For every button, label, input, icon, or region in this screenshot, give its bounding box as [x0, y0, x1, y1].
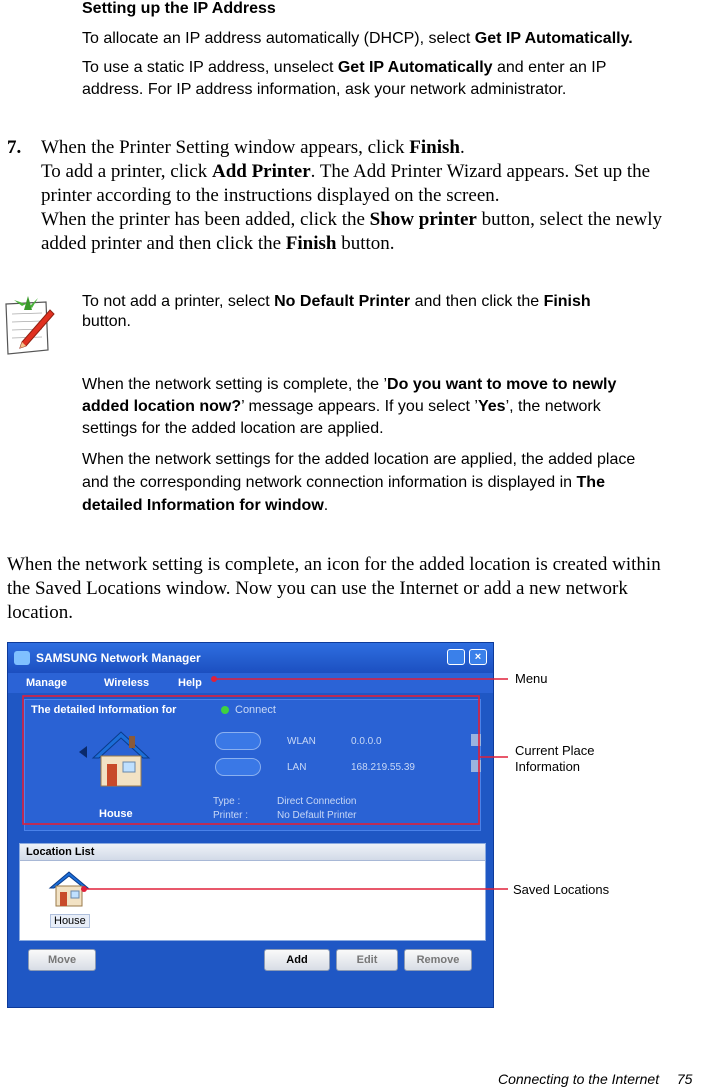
type-value: Direct Connection — [277, 796, 357, 807]
add-button[interactable]: Add — [264, 949, 330, 971]
page-number: 75 — [676, 1071, 693, 1087]
ip-auto-text: To allocate an IP address automatically (DHCP), select Get IP Automatically. — [82, 30, 633, 47]
remove-button[interactable]: Remove — [404, 949, 472, 971]
footer-section-title: Connecting to the Internet — [498, 1071, 660, 1087]
callout-menu-label: Menu — [515, 671, 548, 686]
callout-current-place-label: Current Place Information — [515, 743, 595, 774]
printer-label: Printer : — [213, 810, 249, 821]
connect-label: Connect — [235, 704, 276, 716]
note-no-printer: To not add a printer, select No Default Printer and then click the Finish button. — [82, 293, 591, 330]
edit-button[interactable]: Edit — [336, 949, 398, 971]
menu-callout-dot — [211, 676, 217, 682]
menu-wireless[interactable]: Wireless — [104, 677, 150, 689]
location-list-label: Location List — [26, 846, 95, 858]
place-name: House — [99, 808, 133, 820]
ip-section-heading: Setting up the IP Address — [82, 0, 276, 17]
window-title: SAMSUNG Network Manager — [36, 651, 201, 665]
saved-locations-callout-dot — [81, 886, 87, 892]
ip-static-text: To use a static IP address, unselect Get IP Automatically and enter an IP address. For IP address information, ask your network administrator. — [82, 59, 607, 98]
info-label: The detailed Information for — [31, 704, 177, 716]
saved-location-name[interactable]: House — [50, 914, 90, 928]
lan-ip: 168.219.55.39 — [351, 762, 415, 773]
page-footer — [498, 1071, 692, 1087]
menu-help[interactable]: Help — [178, 677, 202, 689]
note-detailed-info: When the network settings for the added location are applied, the added place and the corresponding network connection information is displayed in The detailed Information for window. — [82, 451, 636, 514]
step7-text: When the Printer Setting window appears, click Finish. To add a printer, click Add Printer. The Add Printer Wizard appears. Set up the printer according to the instructions displayed on the screen. When the printer has been added, click the Show printer button, select the newly added printer and then click the Finish button. — [41, 137, 663, 254]
lan-label: LAN — [287, 762, 307, 773]
current-place-callout-box — [23, 696, 479, 824]
menu-manage[interactable]: Manage — [26, 677, 67, 689]
wlan-label: WLAN — [287, 736, 316, 747]
printer-value: No Default Printer — [277, 810, 357, 821]
note-move-location: When the network setting is complete, the ’Do you want to move to newly added location now?’ message appears. If you select ’Yes’, the network settings for the added location are applied. — [82, 376, 617, 437]
callout-saved-locations-label: Saved Locations — [513, 882, 610, 897]
summary-paragraph: When the network setting is complete, an icon for the added location is created within the Saved Locations window. Now you can use the Internet or add a new network location. — [7, 554, 661, 623]
close-button[interactable]: × — [469, 649, 487, 665]
step-number: 7. — [7, 137, 22, 158]
move-button[interactable]: Move — [28, 949, 96, 971]
wlan-ip: 0.0.0.0 — [351, 736, 382, 747]
type-label: Type : — [213, 796, 241, 807]
